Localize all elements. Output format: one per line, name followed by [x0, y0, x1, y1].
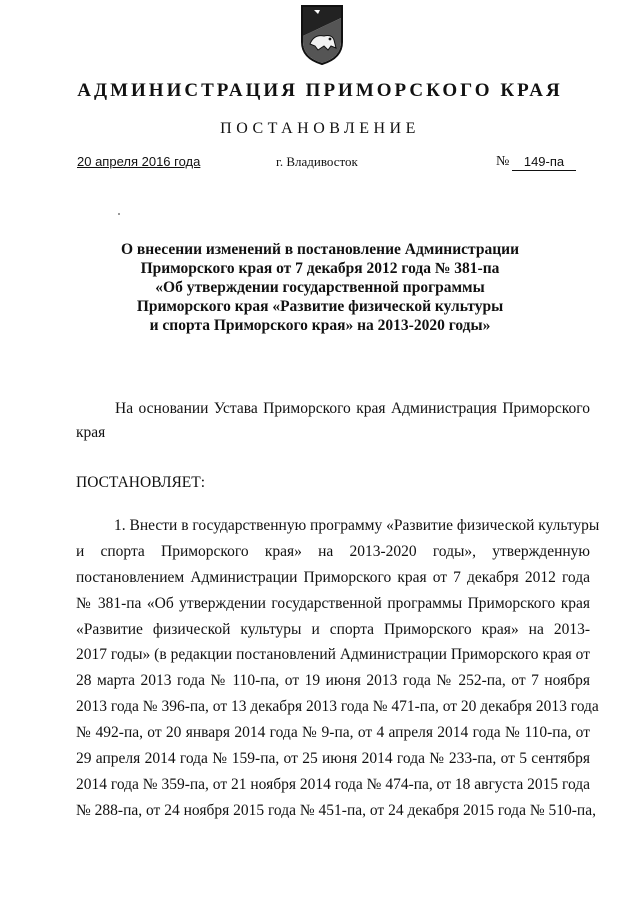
document-date: 20 апреля 2016 года	[77, 154, 201, 169]
document-number: 149-па	[512, 154, 576, 171]
title-line: О внесении изменений в постановление Администрации	[120, 241, 519, 258]
body-line: 2017 годы» (в редакции постановлений Администрации Приморского края от	[76, 646, 590, 664]
preamble-paragraph: На основании Устава Приморского края Администрация Приморского края	[76, 400, 590, 441]
title-line: «Об утверждении государственной программы	[155, 279, 485, 296]
title-line: и спорта Приморского края» на 2013-2020 годы»	[149, 317, 491, 334]
scan-dot	[118, 213, 120, 215]
coat-of-arms-icon	[298, 4, 346, 66]
body-line: 1. Внести в государственную программу «Развитие физической культуры	[114, 517, 600, 534]
title-line: Приморского края «Развитие физической культуры	[136, 298, 504, 315]
body-line: 2014 года № 359-па, от 21 ноября 2014 года № 474-па, от 18 августа 2015 года	[76, 775, 591, 793]
body-line: № 381-па «Об утверждении государственной программы Приморского края	[76, 594, 590, 612]
body-line: постановлением Администрации Приморского края от 7 декабря 2012 года	[76, 568, 590, 586]
decree-word: ПОСТАНОВЛЯЕТ:	[76, 474, 206, 491]
title-line: Приморского края от 7 декабря 2012 года № 381-па	[140, 260, 500, 277]
organization-name: АДМИНИСТРАЦИЯ ПРИМОРСКОГО КРАЯ	[77, 80, 563, 101]
body-line: и спорта Приморского края» на 2013-2020 годы», утвержденную	[76, 542, 590, 560]
body-line: «Развитие физической культуры и спорта Приморского края» на 2013-	[76, 620, 590, 638]
body-line: № 492-па, от 20 января 2014 года № 9-па, от 4 апреля 2014 года № 110-па, от	[76, 724, 590, 742]
body-line: 29 апреля 2014 года № 159-па, от 25 июня 2014 года № 233-па, от 5 сентября	[76, 750, 590, 768]
body-paragraph	[76, 513, 600, 824]
document-type: ПОСТАНОВЛЕНИЕ	[220, 120, 420, 137]
document-title	[80, 240, 560, 335]
body-line: 2013 года № 396-па, от 13 декабря 2013 года № 471-па, от 20 декабря 2013 года	[76, 698, 599, 716]
body-line: № 288-па, от 24 ноября 2015 года № 451-па, от 24 декабря 2015 года № 510-па,	[76, 801, 596, 819]
document-number-label: №	[496, 154, 510, 169]
body-line: 28 марта 2013 года № 110-па, от 19 июня 2013 года № 252-па, от 7 ноября	[76, 672, 590, 690]
document-city: г. Владивосток	[276, 154, 358, 169]
